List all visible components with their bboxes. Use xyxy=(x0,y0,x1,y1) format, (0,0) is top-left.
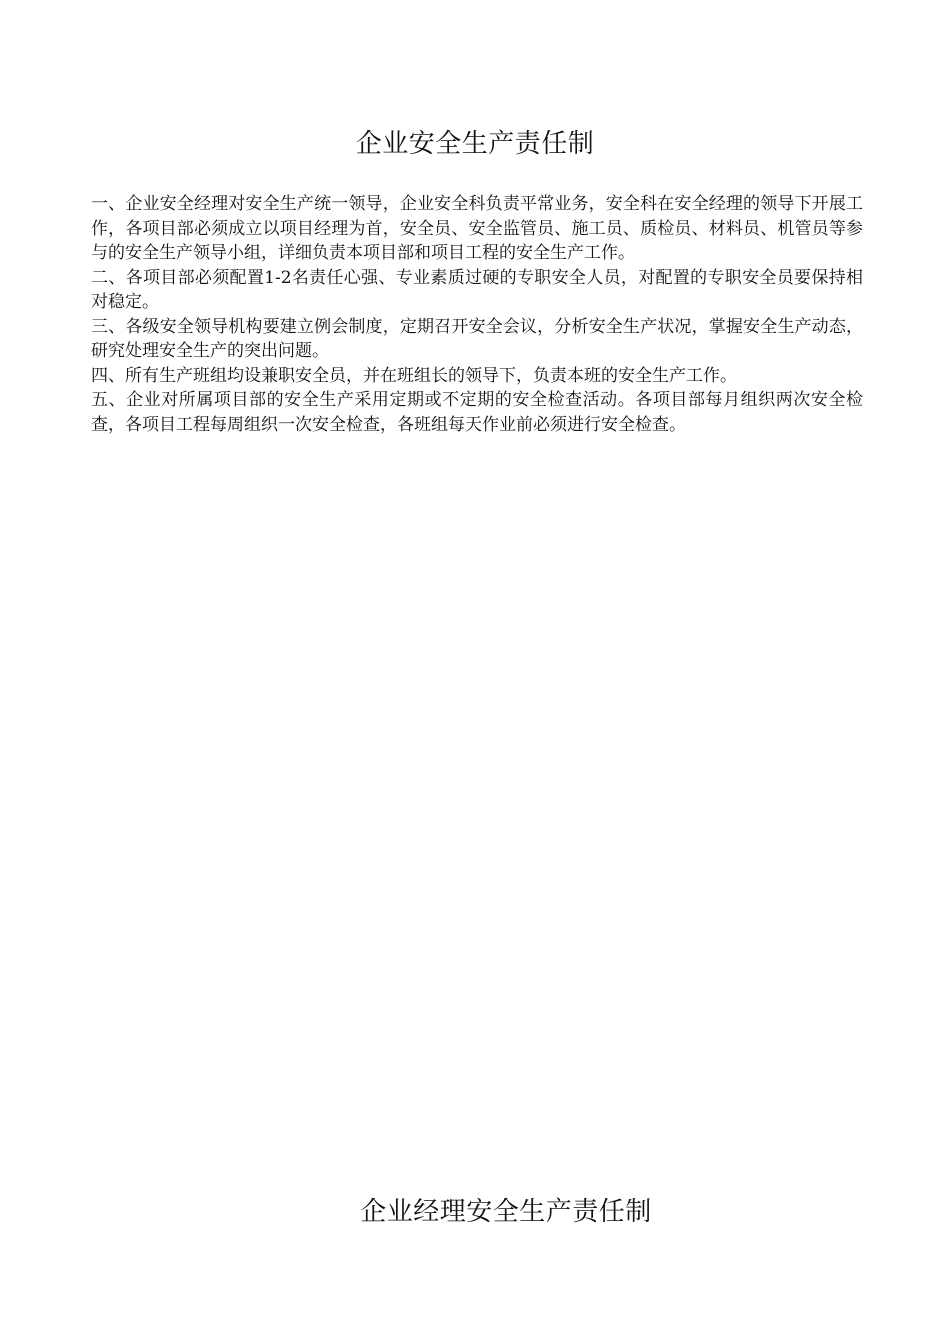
document-body xyxy=(91,192,863,437)
paragraph-4: 四、所有生产班组均设兼职安全员，并在班组长的领导下，负责本班的安全生产工作。 xyxy=(91,365,737,386)
section-title: 企业经理安全生产责任制 xyxy=(360,1197,652,1227)
paragraph-3: 三、各级安全领导机构要建立例会制度，定期召开安全会议，分析安全生产状况，掌握安全生产动态，研究处理安全生产的突出问题。 xyxy=(91,316,863,361)
paragraph-5: 五、企业对所属项目部的安全生产采用定期或不定期的安全检查活动。各项目部每月组织两次安全检查，各项目工程每周组织一次安全检查，各班组每天作业前必须进行安全检查。 xyxy=(91,390,863,435)
document-title: 企业安全生产责任制 xyxy=(355,129,595,159)
paragraph-1: 一、企业安全经理对安全生产统一领导，企业安全科负责平常业务，安全科在安全经理的领导下开展工作，各项目部必须成立以项目经理为首，安全员、安全监管员、施工员、质检员、材料员、机管员等参与的安全生产领导小组，详细负责本项目部和项目工程的安全生产工作。 xyxy=(91,194,863,263)
paragraph-2: 二、各项目部必须配置1-2名责任心强、专业素质过硬的专职安全人员，对配置的专职安全员要保持相对稳定。 xyxy=(91,267,863,312)
